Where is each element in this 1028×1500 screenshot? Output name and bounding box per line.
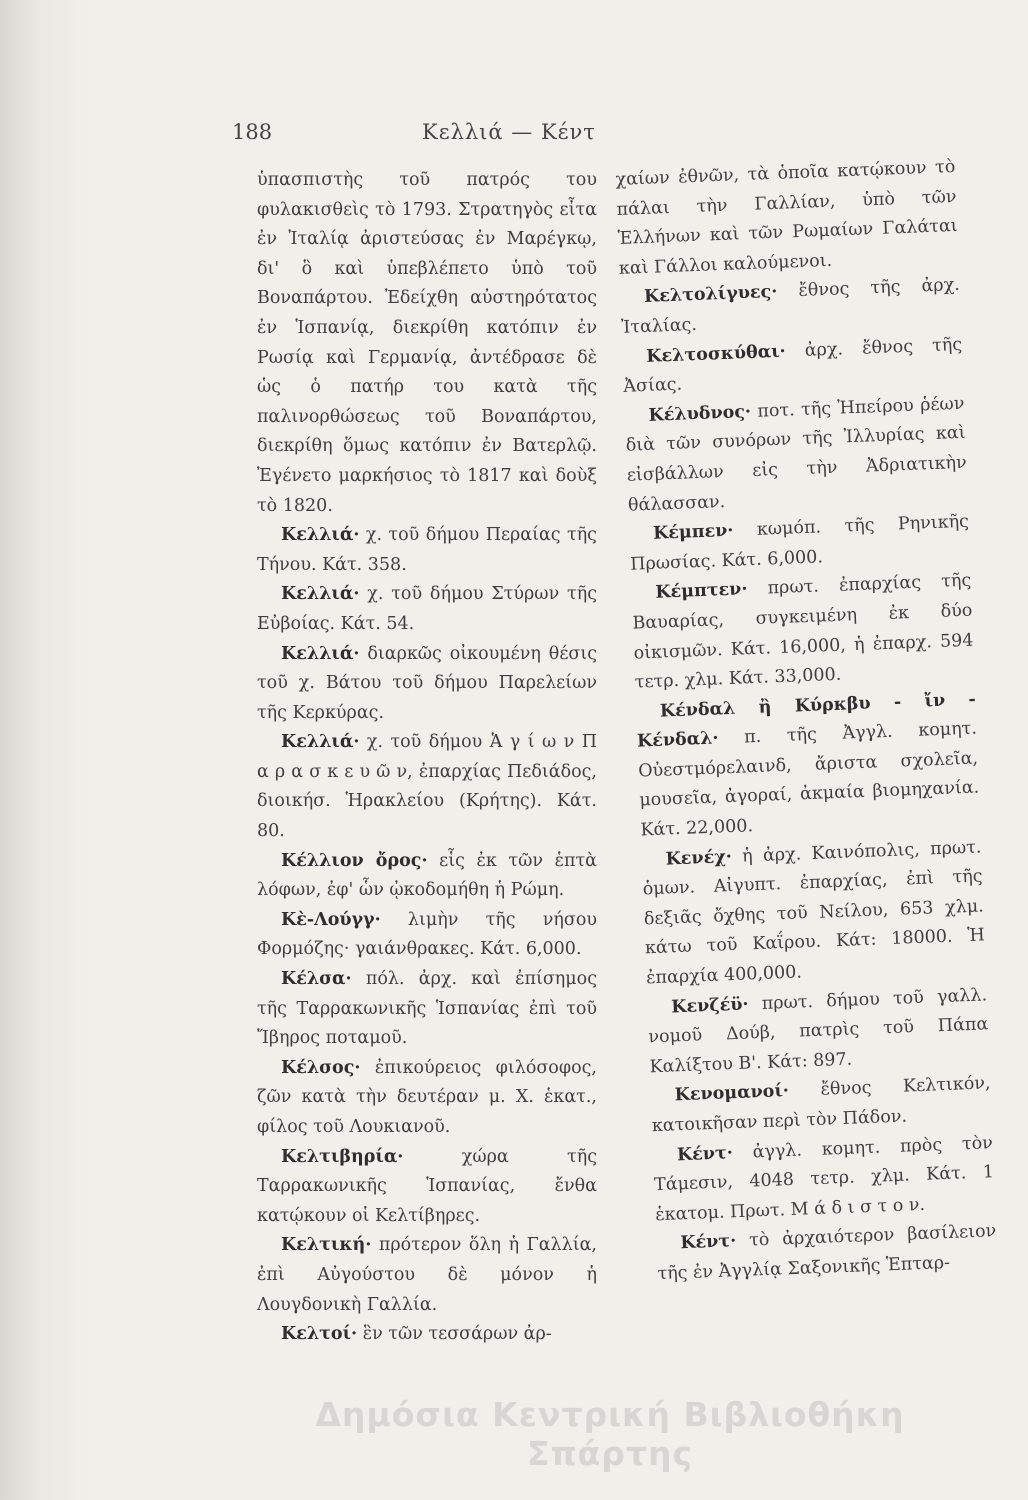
left-column — [257, 166, 597, 1350]
entry-text: πρότερον ὅλη ἡ Γαλλία, ἐπὶ Αὐγούστου δὲ μόνον ἡ Λουγδονικὴ Γαλλία. — [257, 1235, 597, 1315]
entry-headword: Κέλλιον ὄρος· — [281, 850, 428, 871]
entry-headword: Κελτοσκύθαι· — [645, 341, 787, 367]
entry-text: ποτ. τῆς Ἠπείρου ῥέων διὰ τῶν συνόρων τῆς Ἰλλυρίας καὶ εἰσβάλλων εἰς τὴν Ἀδριατικὴν θάλασσαν. — [625, 393, 968, 516]
dictionary-entry — [635, 685, 980, 846]
dictionary-entry — [656, 1218, 998, 1290]
entry-text: ἀγγλ. κομητ. πρὸς τὸν Τάμεσιν, 4048 τετρ. χλμ. Κάτ. 1 ἑκατομ. Πρωτ. Μ ά δ ι σ τ ο ν. — [653, 1132, 995, 1226]
entry-headword: Κέντ· — [676, 1142, 734, 1165]
entry-text: χ. τοῦ δήμου Ἁ γ ί ω ν Π α ρ α σ κ ε υ ῶ ν, ἐπαρχίας Πεδιάδος, διοικήσ. Ἡρακλείου (Κρήτης). Κάτ. 80. — [257, 732, 597, 842]
entry-headword: Κελτική· — [281, 1235, 372, 1256]
entry-headword: Κένδαλ ἢ Κύρκβυ - ἴν - Κένδαλ· — [636, 689, 977, 752]
dictionary-entry — [624, 390, 968, 521]
dictionary-entry — [631, 567, 975, 698]
dictionary-entry — [257, 166, 597, 521]
entry-text: χαίων ἐθνῶν, τὰ ὁποῖα κατῴκουν τὸ πάλαι τὴν Γαλλίαν, ὑπὸ τῶν Ἑλλήνων καὶ τῶν Ρωμαίων Γαλάται καὶ Γάλλοι καλούμενοι. — [615, 156, 958, 279]
entry-headword: Κέλσος· — [281, 1057, 361, 1078]
entry-text: ὑπασπιστὴς τοῦ πατρός του φυλακισθεὶς τὸ 1793. Στρατηγὸς εἶτα ἐν Ἰταλίᾳ ἀριστεύσας ἐν Μαρέγκῳ, δι' ὃ καὶ ὑπεβλέπετο ὑπὸ τοῦ Βοναπάρτου. Ἐδείχθη αὐστηρότατος ἐν Ἱσπανίᾳ, διεκρίθη κατόπιν ἐν Ρωσίᾳ καὶ Γερμανίᾳ, ἀντέδρασε δὲ ὡς ὁ πατήρ του κατὰ τῆς παλινορθώσεως τοῦ Βοναπάρτου, διεκρίθη ὅμως κατόπιν ἐν Βατερλῷ. Ἐγένετο μαρκήσιος τὸ 1817 καὶ δοὺξ τὸ 1820. — [257, 170, 597, 516]
entry-text: λιμὴν τῆς νήσου Φορμόζης· γαιάνθρακες. Κάτ. 6,000. — [257, 909, 597, 960]
entry-headword: Κελλιά· — [281, 525, 360, 546]
dictionary-entry — [257, 1143, 597, 1232]
entry-text: ἓν τῶν τεσσάρων ἀρ- — [357, 1324, 552, 1345]
dictionary-entry — [257, 847, 597, 906]
entry-text: πόλ. ἀρχ. καὶ ἐπίσημος τῆς Ταρρακωνικῆς Ἱσπανίας ἐπὶ τοῦ Ἴβηρος ποταμοῦ. — [257, 969, 597, 1049]
entry-text: ἀρχ. ἔθνος τῆς Ἀσίας. — [623, 334, 963, 397]
dictionary-entry — [257, 1054, 597, 1143]
entry-text: πρωτ. δήμου τοῦ γαλλ. νομοῦ Δούβ, πατρὶς τοῦ Πάπα Καλίξτου Β'. Κάτ: 897. — [648, 984, 989, 1078]
entry-text: χώρα τῆς Ταρρακωνικῆς Ἱσπανίας, ἔνθα κατῴκουν οἱ Κελτίβηρες. — [257, 1146, 597, 1226]
dictionary-entry — [615, 153, 959, 284]
entry-headword: Κὲ-Λούγγ· — [281, 909, 381, 930]
entry-headword: Κενέχ· — [665, 846, 733, 870]
dictionary-entry — [257, 1320, 597, 1350]
page-number: 188 — [232, 120, 273, 144]
page-header — [232, 120, 932, 160]
entry-headword: Κέλσα· — [281, 969, 352, 990]
entry-headword: Κέμπτεν· — [655, 579, 748, 604]
dictionary-entry — [652, 1129, 995, 1231]
dictionary-entry — [647, 981, 990, 1083]
entry-headword: Κέλυδνος· — [648, 401, 752, 426]
entry-text: π. τῆς Ἀγγλ. κομητ. Οὐεστμόρελαινδ, ἄριστα σχολεῖα, μουσεῖα, ἀγοραί, ἀκμαία βιομηχανία. Κάτ. 22,000. — [637, 718, 980, 841]
entry-text: χ. τοῦ δήμου Στύρων τῆς Εὐβοίας. Κάτ. 54. — [257, 584, 597, 634]
dictionary-entry — [641, 833, 986, 994]
entry-text: ἔθνος τῆς ἀρχ. Ἰταλίας. — [620, 275, 961, 338]
entry-headword: Κελτολίγυες· — [643, 282, 778, 308]
right-column — [615, 153, 998, 1290]
dictionary-entry — [257, 906, 597, 965]
running-head: Κελλιά — Κέντ — [422, 120, 596, 144]
dictionary-entry — [257, 728, 597, 846]
dictionary-entry — [257, 965, 597, 1054]
entry-text: ἐπικούρειος φιλόσοφος, ζῶν κατὰ τὴν δευτέραν μ. Χ. ἑκατ., φίλος τοῦ Λουκιανοῦ. — [257, 1057, 597, 1137]
entry-headword: Κελτιβηρία· — [281, 1146, 404, 1167]
entry-headword: Κέμπεν· — [652, 520, 734, 544]
entry-text: ἔθνος Κελτικόν, κατοικῆσαν περὶ τὸν Πάδον. — [651, 1073, 991, 1137]
dictionary-entry — [257, 580, 597, 639]
entry-text: διαρκῶς οἰκουμένη θέσις τοῦ χ. Βάτου τοῦ δήμου Παρελείων τῆς Κερκύρας. — [257, 643, 597, 723]
entry-headword: Κελλιά· — [281, 643, 360, 664]
dictionary-entry — [257, 640, 597, 729]
entry-headword: Κενζέϋ· — [670, 994, 749, 1018]
dictionary-entry — [257, 521, 597, 580]
entry-headword: Κελτοί· — [281, 1324, 358, 1345]
entry-headword: Κελλιά· — [281, 732, 360, 753]
entry-text: κωμόπ. τῆς Ρηνικῆς Πρωσίας. Κάτ. 6,000. — [629, 511, 970, 575]
entry-text: χ. τοῦ δήμου Περαίας τῆς Τήνου. Κάτ. 358. — [257, 525, 597, 575]
entry-headword: Κενομανοί· — [674, 1081, 790, 1106]
entry-headword: Κελλιά· — [281, 584, 360, 605]
entry-text: πρωτ. ἐπαρχίας τῆς Βαυαρίας, συγκειμένη ἐκ δύο οἰκισμῶν. Κάτ. 16,000, ἡ ἐπαρχ. 594 τετρ. χλμ. Κάτ. 33,000. — [632, 570, 974, 693]
entry-text: εἷς ἐκ τῶν ἑπτὰ λόφων, ἐφ' ὧν ᾠκοδομήθη ἡ Ρώμη. — [257, 850, 597, 901]
dictionary-entry — [257, 1231, 597, 1320]
entry-text: ἡ ἀρχ. Καινόπολις, πρωτ. ὁμων. Αἰγυπτ. ἐπαρχίας, ἐπὶ τῆς δεξιᾶς ὄχθης τοῦ Νείλου, 653 χλμ. κάτω τοῦ Καΐρου. Κάτ: 18000. Ἡ ἐπαρχία 400,000. — [642, 837, 986, 989]
entry-text: τὸ ἀρχαιότερον βασίλειον τῆς ἐν Ἀγγλίᾳ Σαξονικῆς Ἑπταρ- — [657, 1221, 997, 1285]
entry-headword: Κέντ· — [680, 1231, 737, 1254]
library-watermark: Δημόσια Κεντρική Βιβλιοθήκη Σπάρτης — [315, 1395, 905, 1473]
